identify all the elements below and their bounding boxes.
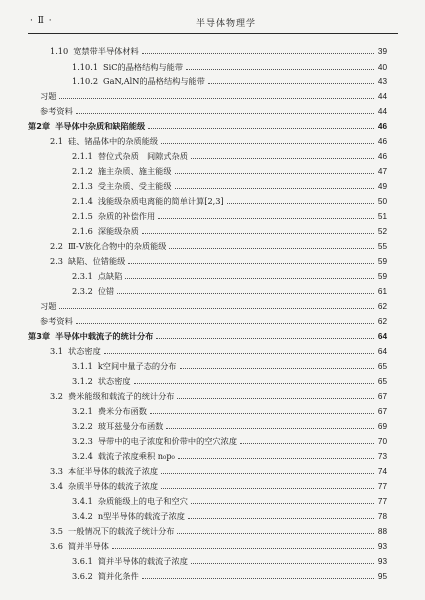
toc-entry-title: 半导体中载流子的统计分布	[55, 331, 154, 341]
toc-entry-page: 69	[377, 422, 387, 431]
toc-entry-page: 44	[377, 92, 387, 101]
toc-entry	[50, 480, 387, 492]
toc-entry-page: 46	[377, 122, 387, 131]
dot-leader	[128, 256, 374, 264]
dot-leader	[166, 421, 374, 429]
toc-entry-title: 简并半导体	[68, 541, 109, 551]
dot-leader	[180, 361, 375, 369]
toc-entry-title: 半导体中杂质和缺陷能级	[55, 121, 146, 131]
toc-entry-page: 73	[377, 452, 387, 461]
toc-entry-number: 2.1.6	[72, 226, 93, 236]
toc-entry-number: 2.1.3	[72, 181, 93, 191]
toc-entry	[40, 90, 387, 102]
dot-leader	[76, 316, 374, 324]
toc-entry	[72, 495, 387, 507]
dot-leader	[161, 481, 374, 489]
toc-entry-page: 49	[377, 182, 387, 191]
toc-entry-title: 费米能级和载流子的统计分布	[68, 391, 175, 401]
toc-entry-title: 习题	[40, 301, 57, 311]
toc-entry-number: 1.10.1	[72, 62, 99, 72]
dot-leader	[142, 226, 374, 234]
dot-leader	[208, 76, 374, 84]
toc-entry-number: 2.1	[50, 136, 64, 146]
dot-leader	[161, 136, 374, 144]
dot-leader	[169, 241, 374, 249]
dot-leader	[177, 391, 374, 399]
toc-entry-title: 位错	[97, 286, 115, 296]
toc-entry-number: 第2章	[28, 121, 51, 131]
book-title: 半导体物理学	[196, 19, 257, 29]
dot-leader	[175, 166, 374, 174]
toc-entry	[72, 270, 387, 282]
toc-entry	[50, 465, 387, 477]
toc-entry-title: 杂质半导体的载流子浓度	[68, 481, 159, 491]
toc-entry-page: 50	[377, 197, 387, 206]
toc-entry-page: 51	[377, 212, 387, 221]
dot-leader	[178, 451, 374, 459]
toc-entry-page: 52	[377, 227, 387, 236]
toc-entry-number: 3.1.1	[72, 361, 93, 371]
toc-entry-title: 习题	[40, 91, 57, 101]
toc-entry	[72, 420, 387, 432]
toc-entry-number: 3.1.2	[72, 376, 93, 386]
page-number-label: · Ⅱ ·	[30, 16, 53, 26]
toc-entry-title: 状态密度	[68, 346, 101, 356]
toc-entry-page: 64	[377, 332, 387, 341]
toc-entry-page: 62	[377, 317, 387, 326]
toc-entry-title: 硅、锗晶体中的杂质能级	[68, 136, 159, 146]
toc-entry-page: 67	[377, 407, 387, 416]
toc-entry	[50, 525, 387, 537]
toc-entry-page: 55	[377, 242, 387, 251]
toc-entry-title: 费米分布函数	[97, 406, 147, 416]
toc-entry-number: 3.4.2	[72, 511, 93, 521]
toc-entry	[72, 61, 387, 73]
toc-entry-page: 77	[377, 497, 387, 506]
toc-entry	[72, 450, 387, 462]
toc-entry-page: 59	[377, 257, 387, 266]
toc-entry-title: 浅能级杂质电离能的简单计算[2,3]	[97, 196, 224, 206]
toc-entry	[50, 135, 387, 147]
dot-leader	[156, 331, 374, 339]
toc-entry	[50, 240, 387, 252]
toc-entry-title: 点缺陷	[97, 271, 123, 281]
toc-entry-number: 3.1	[50, 346, 64, 356]
toc-entry	[28, 120, 387, 132]
toc-entry-title: 杂质的补偿作用	[97, 211, 156, 221]
toc-entry-page: 88	[377, 527, 387, 536]
toc-entry-number: 3.6.1	[72, 556, 93, 566]
toc-entry-page: 93	[377, 542, 387, 551]
toc-entry-page: 47	[377, 167, 387, 176]
dot-leader	[161, 466, 374, 474]
dot-leader	[240, 436, 374, 444]
toc-entry-title: 导带中的电子浓度和价带中的空穴浓度	[97, 436, 238, 446]
toc-entry-number: 3.2.2	[72, 421, 93, 431]
toc-entry-page: 46	[377, 137, 387, 146]
toc-entry-number: 2.1.1	[72, 151, 93, 161]
dot-leader	[191, 556, 374, 564]
toc-entry-number: 3.5	[50, 526, 64, 536]
dot-leader	[142, 46, 374, 54]
toc-entry-title: 状态密度	[97, 376, 131, 386]
toc-entry	[50, 255, 387, 267]
toc-entry-number: 3.2	[50, 391, 64, 401]
toc-entry	[72, 210, 387, 222]
toc-entry-page: 43	[377, 77, 387, 86]
toc-entry	[28, 330, 387, 342]
toc-entry-number: 3.2.1	[72, 406, 93, 416]
toc-entry-title: 本征半导体的载流子浓度	[68, 466, 159, 476]
toc-entry-title: 替位式杂质 间隙式杂质	[97, 151, 188, 161]
toc-entry-number: 2.1.5	[72, 211, 93, 221]
toc-entry-title: 参考资料	[40, 106, 73, 116]
toc-entry-title: 受主杂质、受主能级	[97, 181, 172, 191]
toc-entry	[72, 555, 387, 567]
toc-entry-number: 3.6	[50, 541, 64, 551]
toc-entry-title: 一般情况下的载流子统计分布	[68, 526, 175, 536]
toc-entry	[40, 105, 387, 117]
toc-entry	[50, 345, 387, 357]
toc-entry-number: 3.4.1	[72, 496, 93, 506]
toc-entry-page: 62	[377, 302, 387, 311]
dot-leader	[177, 526, 374, 534]
toc-entry-page: 61	[377, 287, 387, 296]
dot-leader	[191, 151, 374, 159]
toc-entry	[40, 300, 387, 312]
dot-leader	[175, 181, 374, 189]
dot-leader	[76, 106, 374, 114]
toc-entry-page: 78	[377, 512, 387, 521]
toc-entry	[72, 165, 387, 177]
dot-leader	[104, 346, 374, 354]
dot-leader	[191, 496, 374, 504]
toc-entry-number: 1.10	[50, 46, 69, 56]
toc-entry-title: 深能级杂质	[97, 226, 139, 236]
toc-entry-title: SiC的晶格结构与能带	[103, 62, 184, 72]
dot-leader	[188, 511, 374, 519]
dot-leader	[112, 541, 374, 549]
toc-entry	[72, 510, 387, 522]
toc-entry-number: 3.2.4	[72, 451, 93, 461]
dot-leader	[227, 196, 374, 204]
toc-entry-title: 宽禁带半导体材料	[73, 46, 139, 56]
toc-entry-page: 39	[377, 47, 387, 56]
dot-leader	[59, 91, 374, 99]
dot-leader	[142, 571, 374, 579]
toc-entry-number: 2.1.4	[72, 196, 93, 206]
toc-entry-title: 参考资料	[40, 316, 73, 326]
toc-entry-title: Ⅲ-Ⅴ族化合物中的杂质能级	[68, 241, 167, 251]
toc-entry	[72, 375, 387, 387]
toc-entry-page: 59	[377, 272, 387, 281]
toc-entry-title: n型半导体的载流子浓度	[97, 511, 185, 521]
toc-entry-number: 2.3.1	[72, 271, 93, 281]
toc-entry	[50, 540, 387, 552]
toc-entry-title: 施主杂质、施主能级	[97, 166, 172, 176]
toc-entry-page: 44	[377, 107, 387, 116]
toc-entry-title: 缺陷、位错能级	[68, 256, 126, 266]
toc-entry	[72, 75, 387, 87]
toc-entry-page: 77	[377, 482, 387, 491]
toc-entry-page: 65	[377, 377, 387, 386]
dot-leader	[158, 211, 374, 219]
toc-entry	[72, 150, 387, 162]
toc-entry-title: 载流子浓度乘积 n₀p₀	[97, 451, 175, 461]
toc-entry	[72, 225, 387, 237]
dot-leader	[150, 406, 374, 414]
toc-entry-page: 95	[377, 572, 387, 581]
toc-entry-title: 简并化条件	[97, 571, 139, 581]
dot-leader	[148, 121, 374, 129]
toc-entry-number: 第3章	[28, 331, 51, 341]
toc-entry	[72, 195, 387, 207]
dot-leader	[186, 62, 374, 70]
toc-entry-number: 3.2.3	[72, 436, 93, 446]
toc-entry-number: 2.1.2	[72, 166, 93, 176]
dot-leader	[59, 301, 374, 309]
toc-entry-page: 67	[377, 392, 387, 401]
toc-entry-page: 70	[377, 437, 387, 446]
toc-entry-title: k空间中量子态的分布	[97, 361, 177, 371]
toc-entry-number: 3.6.2	[72, 571, 93, 581]
dot-leader	[117, 286, 374, 294]
toc-entry	[72, 180, 387, 192]
toc-entry	[72, 435, 387, 447]
toc-entry-page: 93	[377, 557, 387, 566]
toc-entry-number: 2.3	[50, 256, 64, 266]
toc-entry	[72, 285, 387, 297]
toc-entry	[72, 360, 387, 372]
toc-entry-title: 玻耳兹曼分布函数	[97, 421, 164, 431]
toc-entry	[40, 315, 387, 327]
toc-entry-number: 1.10.2	[72, 76, 99, 86]
toc-entry-page: 40	[377, 63, 387, 72]
toc-entry-number: 2.3.2	[72, 286, 93, 296]
toc-entry	[72, 405, 387, 417]
dot-leader	[125, 271, 374, 279]
toc-entry-number: 2.2	[50, 241, 64, 251]
toc-entry-title: GaN,AlN的晶格结构与能带	[103, 76, 205, 86]
toc-entry-number: 3.3	[50, 466, 64, 476]
toc-entry-page: 65	[377, 362, 387, 371]
toc-entry-page: 74	[377, 467, 387, 476]
toc-entry-number: 3.4	[50, 481, 64, 491]
toc-entry	[50, 390, 387, 402]
toc-entry-page: 64	[377, 347, 387, 356]
toc-entry-title: 简并半导体的载流子浓度	[97, 556, 188, 566]
toc-entry	[50, 45, 387, 57]
dot-leader	[134, 376, 374, 384]
toc-entry-page: 46	[377, 152, 387, 161]
toc-entry	[72, 570, 387, 582]
toc-entry-title: 杂质能级上的电子和空穴	[97, 496, 188, 506]
